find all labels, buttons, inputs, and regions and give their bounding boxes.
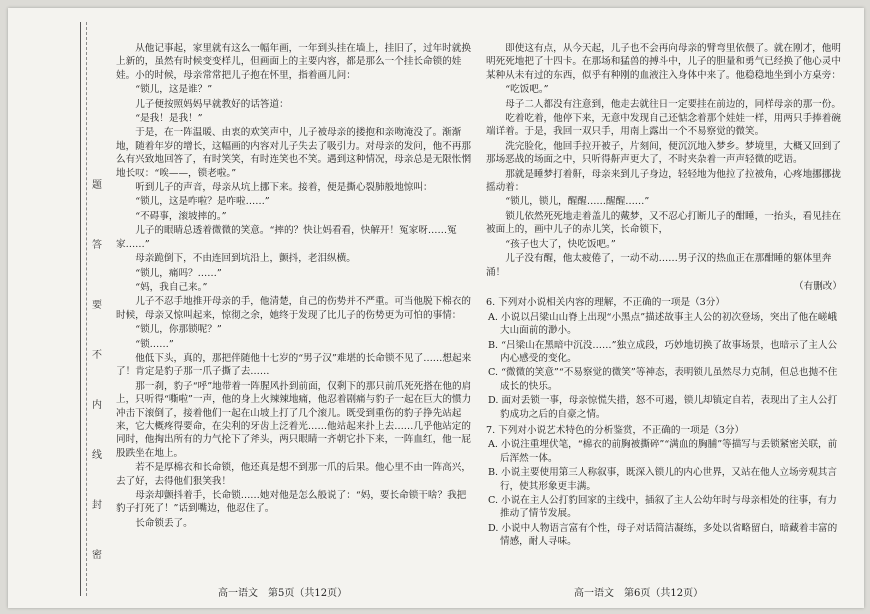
- question-6-option-b: B. “吕梁山在黑暗中沉没……”独立成段，巧妙地切换了故事场景，也暗示了主人公内心感受的变化。: [488, 339, 838, 364]
- story-paragraph: “锁……”: [135, 338, 174, 350]
- binding-label: 不: [92, 350, 102, 361]
- story-paragraph: 儿子的眼睛总透着微微的笑意。“摔的？快让妈看看，快解开！冤家呀……冤家……”: [116, 225, 457, 250]
- story-paragraph: 于是，在一阵温暖、由衷的欢笑声中，儿子被母亲的搂抱和亲吻淹没了。渐渐地，随着年岁的增长，这幅画的内容对儿子失去了吸引力。对母亲的发问，他不再那么有兴致地回答了，有时笑笑，有时连笑也不笑。遇到这种情况，母亲总是无限怅惘地长叹：“唉——，锁老啦。”: [116, 127, 471, 179]
- story-paragraph: 长命锁丢了。: [135, 517, 193, 529]
- story-paragraph: 洗完脸化，他回手拉开被子，片刻间，便沉沉地入梦乡。梦境里，大概又回到了那场恶战的场面之中，只听得鼾声更大了，不时夹杂着一声声轻微的呓语。: [486, 140, 841, 166]
- binding-label: 内: [92, 400, 102, 411]
- story-paragraph: “锁儿，这是咋啦？是咋啦……”: [135, 196, 270, 208]
- story-paragraph: “锁儿，锁儿，醒醒……醒醒……”: [505, 196, 650, 208]
- binding-label: 线: [92, 450, 102, 461]
- source-note: （有删改）: [794, 280, 842, 292]
- story-paragraph: 母亲跪倒下，不由连回到坑沿上，颤抖，老泪纵横。: [135, 253, 356, 265]
- story-paragraph: 若不是厚棉衣和长命锁，他还真是想不到那一爪的后果。他心里不由一阵高兴，去了好，去得他们狠笑我！: [116, 462, 471, 487]
- exam-sheet: [8, 8, 864, 608]
- story-paragraph: “孩子也大了，快吃饭吧。”: [505, 238, 616, 250]
- page-footer-right: 高一语文 第6页（共12页）: [574, 588, 704, 599]
- story-paragraph: 那就是睡梦打着鼾，母亲来到儿子身边，轻轻地为他拉了拉被角，心疼地挪挪拢摇动着：: [486, 168, 841, 194]
- page-5-story-text: [116, 42, 472, 531]
- story-paragraph: “锁儿，这是谁？”: [135, 84, 213, 96]
- story-paragraph: “吃饭吧。”: [505, 84, 549, 96]
- story-paragraph: “是我！是我！”: [135, 113, 203, 125]
- story-paragraph: 锁儿依然死死地走着盖儿的戴梦，又不忍心打断儿子的酣睡，一抬头，看见挂在被面上的，画中儿子的赤儿笑，长命锁下，: [486, 210, 841, 236]
- story-paragraph: “锁儿，你那锁呢？”: [135, 324, 222, 336]
- question-7-option-b: B. 小说主要使用第三人称叙事，既深入锁儿的内心世界，又站在他人立场旁观其言行，使其形象更丰满。: [488, 467, 837, 492]
- story-paragraph: “妈，我自己来。”: [135, 281, 208, 293]
- binding-label: 题: [92, 180, 102, 191]
- story-paragraph: 即使这有点，从今天起，儿子也不会再向母亲的臂弯里依偎了。就在刚才，他明明死死地把了十四卡。在那场和猛兽的搏斗中，儿子的胆量和勇气已经换了他心灵中某种从未有过的东西，似乎有种刚的血液注入身体中来了。他稳稳地坐到小方桌旁：: [486, 43, 841, 81]
- story-paragraph: 听到儿子的声音，母亲从坑上挪下来。接着，便是撕心裂肺般地惊叫：: [135, 182, 433, 194]
- story-paragraph: 那一刹，豹子“呼”地带着一阵腥风扑到前面，仅剩下的那只前爪死死搭在他的肩上，只听得“嘶啦”一声，他的身上火辣辣地痛，他忍着剧痛与豹子一起在巨大的惯力冲击下滚倒了，接着他们一起在山坡上打了几个滚儿。既受到重伤的豹子挣先站起来，它大概疼得要命，在尖利的牙齿上泛着光……他站起来扑上去……几乎他站定的同时，他掏出所有的力气抡下了斧头，两只眼睛一齐朝它扑下来，一阵血红，他一屁股跌坐在地上。: [116, 380, 472, 459]
- story-paragraph: 儿子便按照妈妈早就教好的话答道：: [135, 98, 289, 110]
- story-paragraph: 吃着吃着，他停下来，无意中发现自己还惦念着那个娃娃一样，用两只手捧着碗端详着。于是，我回一双只手，用南上露出一个不易察觉的微笑。: [486, 113, 841, 138]
- binding-label: 封: [92, 500, 102, 511]
- binding-label: 要: [92, 300, 102, 311]
- question-7-option-c: C. 小说在主人公打豹回家的主线中，插叙了主人公幼年时与母亲相处的往事，有力推动了情节发展。: [488, 495, 837, 520]
- question-7-option-d: D. 小说中人物语言富有个性，母子对话简洁凝练，多处以省略留白，暗藏着丰富的情感，耐人寻味。: [488, 522, 838, 548]
- question-6-option-d: D. 面对丢锁一事，母亲惊慌失措，怒不可遏，锁儿却镇定自若，表现出了主人公打豹成功之后的自豪之情。: [488, 395, 838, 420]
- binding-line: [80, 22, 81, 596]
- binding-label: 密: [92, 550, 102, 561]
- story-paragraph: 儿子没有醒，他太疲倦了，一动不动……男子汉的热血正在那酣睡的躯体里奔涌！: [486, 253, 832, 278]
- question-7-stem: 7. 下列对小说艺术特色的分析鉴赏，不正确的一项是（3分）: [486, 424, 745, 436]
- question-7-option-a: A. 小说注重埋伏笔，“棉衣的前胸被撕碎”“满血的胸脯”等描写与丢锁紧密关联，前后浑然一体。: [488, 439, 838, 464]
- story-paragraph: “锁儿，痛吗？……”: [135, 267, 222, 279]
- binding-dashed-line: [86, 22, 87, 596]
- question-6-stem: 6. 下列对小说相关内容的理解，不正确的一项是（3分）: [486, 297, 725, 309]
- binding-label: 答: [92, 240, 102, 251]
- page-footer-left: 高一语文 第5页（共12页）: [218, 588, 348, 599]
- story-paragraph: 他低下头，真的，那把伴随他十七岁的“男子汉”难堪的长命锁不见了……想起来了！肯定是豹子那一爪子撕了去……: [116, 352, 472, 378]
- story-paragraph: 母子二人都没有注意到，他走去就往日一定要挂在前边的，同样母亲的那一份。: [505, 98, 841, 110]
- story-paragraph: 从他记事起，家里就有这么一幅年画，一年到头挂在墙上，挂旧了，过年时就换上新的，虽然有时候变变样儿，但画面上的主要内容，都是那么一个挂长命锁的娃娃。小的时候，母亲常常把儿子抱在怀里，指着画儿问：: [116, 43, 471, 81]
- question-6-option-c: C. “微微的笑意”“不易察觉的微笑”等神态，表明锁儿虽然尽力克制，但总也抛不住成长的快乐。: [488, 367, 838, 392]
- story-paragraph: 母亲却颤抖着手，长命锁……她对他是怎么般说了：“妈，要长命锁干啥？我把豹子打死了！”话到嘴边，他忍住了。: [116, 490, 467, 515]
- story-paragraph: 儿子不忍手地推开母亲的手，他清楚，自己的伤势并不严重。可当他脱下棉衣的时候，母亲又惊叫起来，惊彻之余，她终于发现了比儿子的伤势更为可怕的事情：: [116, 296, 471, 321]
- page-6-text-and-questions: [486, 42, 842, 550]
- question-6-option-a: A. 小说以吕梁山山脊上出现“小黑点”描述故事主人公的初次登场，突出了他在嵯峨大山面前的渺小。: [488, 311, 838, 337]
- story-paragraph: “不碍事，滚坡摔的。”: [135, 210, 227, 222]
